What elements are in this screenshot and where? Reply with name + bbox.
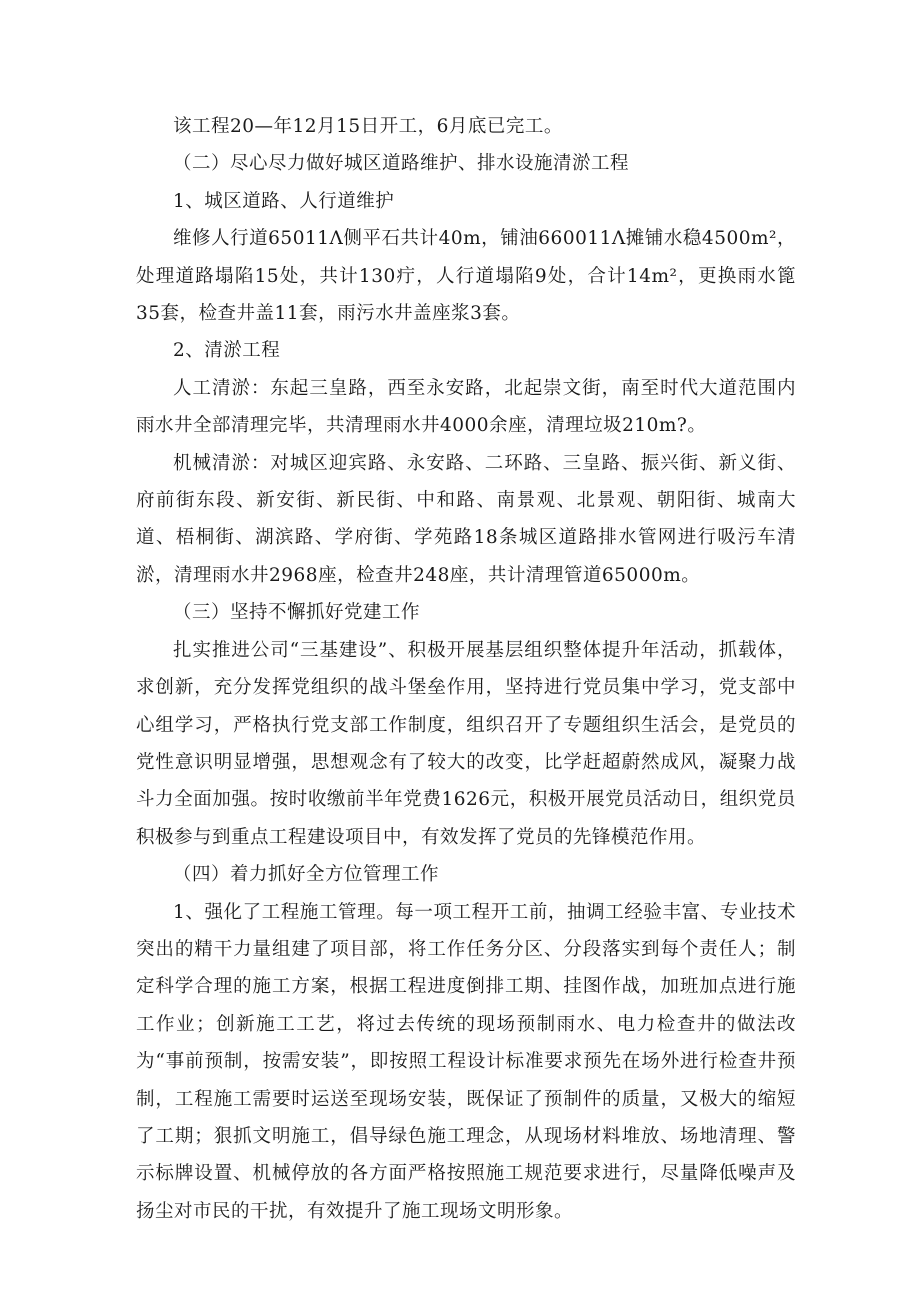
paragraph-sidewalk-repairs: 维修人行道65011Λ侧平石共计40m，铺油660011Λ摊铺水稳4500m²，处理道路塌陷15处，共计130疔，人行道塌陷9处，合计14m²，更换雨水篦35套，检查井盖11套，雨污水井盖座浆3套。 [136,228,796,325]
subheading-sidewalk-maintenance: 1、城区道路、人行道维护 [173,190,395,212]
document-body [136,108,796,1230]
paragraph-manual-dredging: 人工清淤：东起三皇路，西至永安路，北起崇文街，南至时代大道范围内雨水井全部清理完毕，共清理雨水井4000余座，清理垃圾210m?。 [136,377,796,437]
paragraph-mechanical-dredging: 机械清淤：对城区迎宾路、永安路、二环路、三皇路、振兴街、新义街、府前街东段、新安街、新民街、中和路、南景观、北景观、朝阳街、城南大道、梧桐街、湖滨路、学府街、学苑路18条城区道路排水管网进行吸污车清淤，清理雨水井2968座，检查井248座，共计清理管道65000m。 [136,452,796,586]
paragraph-party-building: 扎实推进公司“三基建设”、积极开展基层组织整体提升年活动，抓载体，求创新，充分发挥党组织的战斗堡垒作用，坚持进行党员集中学习，党支部中心组学习，严格执行党支部工作制度，组织召开了专题组织生活会，是党员的党性意识明显增强，思想观念有了较大的改变，比学赶超蔚然成风，凝聚力战斗力全面加强。按时收缴前半年党费1626元，积极开展党员活动日，组织党员积极参与到重点工程建设项目中，有效发挥了党员的先锋模范作用。 [136,639,796,848]
section-heading-party-building: （三）坚持不懈抓好党建工作 [173,602,421,624]
section-heading-road-maintenance: （二）尽心尽力做好城区道路维护、排水设施清淤工程 [173,153,630,175]
section-heading-management: （四）着力抓好全方位管理工作 [173,864,440,886]
paragraph-completion-note: 该工程20—年12月15日开工，6月底已完工。 [173,116,563,137]
paragraph-construction-management: 1、强化了工程施工管理。每一项工程开工前，抽调工经验丰富、专业技术突出的精干力量组建了项目部，将工作任务分区、分段落实到每个责任人；制定科学合理的施工方案，根据工程进度倒排工期、挂图作战，加班加点进行施工作业；创新施工工艺，将过去传统的现场预制雨水、电力检查井的做法改为“事前预制，按需安装”，即按照工程设计标准要求预先在场外进行检查井预制，工程施工需要时运送至现场安装，既保证了预制件的质量，又极大的缩短了工期；狠抓文明施工，倡导绿色施工理念，从现场材料堆放、场地清理、警示标牌设置、机械停放的各方面严格按照施工规范要求进行，尽量降低噪声及扬尘对市民的干扰，有效提升了施工现场文明形象。 [136,901,796,1222]
subheading-dredging: 2、清淤工程 [173,340,281,362]
